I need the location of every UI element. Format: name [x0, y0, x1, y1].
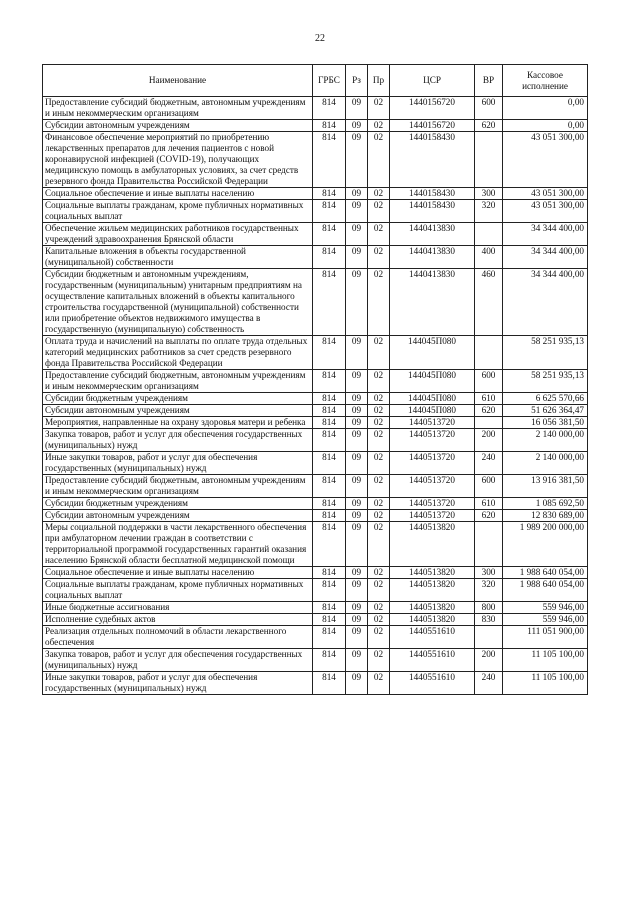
row-pr-cell: 02: [368, 672, 390, 695]
table-body: [43, 97, 588, 695]
header-name: Наименование: [43, 65, 313, 97]
row-amount-cell: 0,00: [503, 120, 588, 132]
row-grbs-cell: 814: [313, 510, 346, 522]
row-pr-cell: 02: [368, 522, 390, 567]
table-row: [43, 614, 588, 626]
row-csr-cell: 1440551610: [390, 672, 475, 695]
row-name-cell: Иные бюджетные ассигнования: [43, 602, 313, 614]
row-csr-cell: 1440413830: [390, 223, 475, 246]
row-pr-cell: 02: [368, 188, 390, 200]
row-amount-cell: 43 051 300,00: [503, 188, 588, 200]
row-amount-cell: 58 251 935,13: [503, 336, 588, 370]
header-amount: Кассовое исполнение: [503, 65, 588, 97]
row-grbs-cell: 814: [313, 429, 346, 452]
table-row: [43, 522, 588, 567]
row-grbs-cell: 814: [313, 602, 346, 614]
row-rz-cell: 09: [346, 417, 368, 429]
row-grbs-cell: 814: [313, 672, 346, 695]
row-vr-cell: [475, 223, 503, 246]
row-pr-cell: 02: [368, 510, 390, 522]
row-grbs-cell: 814: [313, 614, 346, 626]
row-amount-cell: 2 140 000,00: [503, 429, 588, 452]
row-grbs-cell: 814: [313, 522, 346, 567]
row-name-cell: Субсидии автономным учреждениям: [43, 120, 313, 132]
row-rz-cell: 09: [346, 246, 368, 269]
row-rz-cell: 09: [346, 405, 368, 417]
row-vr-cell: 320: [475, 200, 503, 223]
row-rz-cell: 09: [346, 672, 368, 695]
table-row: [43, 417, 588, 429]
row-csr-cell: 1440513820: [390, 579, 475, 602]
row-csr-cell: 1440551610: [390, 626, 475, 649]
header-pr: Пр: [368, 65, 390, 97]
row-amount-cell: 0,00: [503, 97, 588, 120]
row-name-cell: Субсидии бюджетным учреждениям: [43, 393, 313, 405]
row-name-cell: Закупка товаров, работ и услуг для обеспечения государственных (муниципальных) нужд: [43, 429, 313, 452]
row-pr-cell: 02: [368, 336, 390, 370]
row-pr-cell: 02: [368, 223, 390, 246]
row-name-cell: Закупка товаров, работ и услуг для обеспечения государственных (муниципальных) нужд: [43, 649, 313, 672]
table-row: [43, 602, 588, 614]
row-pr-cell: 02: [368, 246, 390, 269]
row-rz-cell: 09: [346, 626, 368, 649]
row-pr-cell: 02: [368, 452, 390, 475]
row-amount-cell: 1 988 640 054,00: [503, 579, 588, 602]
header-grbs: ГРБС: [313, 65, 346, 97]
row-amount-cell: 1 085 692,50: [503, 498, 588, 510]
row-rz-cell: 09: [346, 200, 368, 223]
table-row: [43, 475, 588, 498]
row-grbs-cell: 814: [313, 223, 346, 246]
table-row: [43, 567, 588, 579]
row-vr-cell: [475, 626, 503, 649]
row-pr-cell: 02: [368, 97, 390, 120]
row-amount-cell: 559 946,00: [503, 602, 588, 614]
row-csr-cell: 1440158430: [390, 132, 475, 188]
row-pr-cell: 02: [368, 567, 390, 579]
table-row: [43, 498, 588, 510]
row-vr-cell: 300: [475, 567, 503, 579]
row-vr-cell: [475, 132, 503, 188]
row-rz-cell: 09: [346, 269, 368, 336]
row-amount-cell: 111 051 900,00: [503, 626, 588, 649]
row-csr-cell: 1440513820: [390, 602, 475, 614]
row-amount-cell: 12 830 689,00: [503, 510, 588, 522]
budget-table-container: [42, 64, 587, 695]
row-pr-cell: 02: [368, 626, 390, 649]
row-grbs-cell: 814: [313, 246, 346, 269]
row-name-cell: Финансовое обеспечение мероприятий по приобретению лекарственных препаратов для лечения пациентов с новой коронавирусной инфекцией (COVID-19), получающих медицинскую помощь в амбулаторных условиях, за счет средств резервного фонда Правительства Российской Федерации: [43, 132, 313, 188]
row-vr-cell: 200: [475, 429, 503, 452]
row-rz-cell: 09: [346, 452, 368, 475]
row-name-cell: Социальное обеспечение и иные выплаты населению: [43, 567, 313, 579]
row-name-cell: Субсидии автономным учреждениям: [43, 405, 313, 417]
row-grbs-cell: 814: [313, 498, 346, 510]
row-name-cell: Иные закупки товаров, работ и услуг для обеспечения государственных (муниципальных) нужд: [43, 672, 313, 695]
row-rz-cell: 09: [346, 393, 368, 405]
row-rz-cell: 09: [346, 97, 368, 120]
table-row: [43, 246, 588, 269]
row-csr-cell: 1440513720: [390, 452, 475, 475]
table-row: [43, 510, 588, 522]
table-row: [43, 405, 588, 417]
row-name-cell: Социальные выплаты гражданам, кроме публичных нормативных социальных выплат: [43, 579, 313, 602]
row-csr-cell: 144045П080: [390, 393, 475, 405]
row-pr-cell: 02: [368, 132, 390, 188]
row-csr-cell: 144045П080: [390, 405, 475, 417]
table-row: [43, 672, 588, 695]
table-row: [43, 393, 588, 405]
row-vr-cell: 240: [475, 672, 503, 695]
row-amount-cell: 1 988 640 054,00: [503, 567, 588, 579]
row-vr-cell: 200: [475, 649, 503, 672]
row-csr-cell: 1440513820: [390, 567, 475, 579]
row-name-cell: Мероприятия, направленные на охрану здоровья матери и ребенка: [43, 417, 313, 429]
row-csr-cell: 1440156720: [390, 120, 475, 132]
row-amount-cell: 559 946,00: [503, 614, 588, 626]
row-vr-cell: 600: [475, 370, 503, 393]
table-row: [43, 132, 588, 188]
row-csr-cell: 1440513720: [390, 429, 475, 452]
row-csr-cell: 1440513820: [390, 522, 475, 567]
row-rz-cell: 09: [346, 132, 368, 188]
row-csr-cell: 144045П080: [390, 370, 475, 393]
row-name-cell: Субсидии автономным учреждениям: [43, 510, 313, 522]
row-grbs-cell: 814: [313, 336, 346, 370]
row-amount-cell: 11 105 100,00: [503, 649, 588, 672]
row-vr-cell: [475, 336, 503, 370]
row-grbs-cell: 814: [313, 97, 346, 120]
row-vr-cell: 400: [475, 246, 503, 269]
row-rz-cell: 09: [346, 579, 368, 602]
row-grbs-cell: 814: [313, 626, 346, 649]
row-amount-cell: 34 344 400,00: [503, 246, 588, 269]
table-row: [43, 188, 588, 200]
row-pr-cell: 02: [368, 405, 390, 417]
row-grbs-cell: 814: [313, 579, 346, 602]
row-grbs-cell: 814: [313, 393, 346, 405]
row-amount-cell: 34 344 400,00: [503, 223, 588, 246]
row-pr-cell: 02: [368, 417, 390, 429]
row-vr-cell: 610: [475, 498, 503, 510]
row-vr-cell: [475, 417, 503, 429]
row-vr-cell: 320: [475, 579, 503, 602]
row-grbs-cell: 814: [313, 269, 346, 336]
row-vr-cell: 830: [475, 614, 503, 626]
row-name-cell: Субсидии бюджетным и автономным учреждениям, государственным (муниципальным) унитарным предприятиям на осуществление капитальных вложений в объекты капитального строительства государственной (муниципальной) собственности или приобретение объектов недвижимого имущества в государственную (муниципальную) собственность: [43, 269, 313, 336]
row-name-cell: Социальное обеспечение и иные выплаты населению: [43, 188, 313, 200]
table-row: [43, 97, 588, 120]
row-amount-cell: 58 251 935,13: [503, 370, 588, 393]
row-amount-cell: 43 051 300,00: [503, 200, 588, 223]
row-grbs-cell: 814: [313, 475, 346, 498]
row-csr-cell: 1440551610: [390, 649, 475, 672]
table-row: [43, 200, 588, 223]
row-name-cell: Реализация отдельных полномочий в области лекарственного обеспечения: [43, 626, 313, 649]
row-amount-cell: 2 140 000,00: [503, 452, 588, 475]
row-rz-cell: 09: [346, 510, 368, 522]
row-pr-cell: 02: [368, 393, 390, 405]
row-pr-cell: 02: [368, 370, 390, 393]
row-grbs-cell: 814: [313, 120, 346, 132]
row-pr-cell: 02: [368, 200, 390, 223]
row-grbs-cell: 814: [313, 452, 346, 475]
table-row: [43, 452, 588, 475]
header-vr: ВР: [475, 65, 503, 97]
table-row: [43, 370, 588, 393]
row-rz-cell: 09: [346, 223, 368, 246]
row-csr-cell: 1440158430: [390, 200, 475, 223]
row-pr-cell: 02: [368, 649, 390, 672]
row-vr-cell: 800: [475, 602, 503, 614]
budget-execution-table: [42, 64, 588, 695]
table-row: [43, 336, 588, 370]
row-grbs-cell: 814: [313, 370, 346, 393]
row-vr-cell: 600: [475, 97, 503, 120]
row-name-cell: Капитальные вложения в объекты государственной (муниципальной) собственности: [43, 246, 313, 269]
row-pr-cell: 02: [368, 614, 390, 626]
row-name-cell: Меры социальной поддержки в части лекарственного обеспечения при амбулаторном лечении граждан в соответствии с территориальной программой государственных гарантий оказания населению Брянской области бесплатной медицинской помощи: [43, 522, 313, 567]
table-header-row: [43, 65, 588, 97]
row-rz-cell: 09: [346, 429, 368, 452]
table-row: [43, 579, 588, 602]
row-rz-cell: 09: [346, 498, 368, 510]
row-name-cell: Исполнение судебных актов: [43, 614, 313, 626]
row-pr-cell: 02: [368, 579, 390, 602]
row-amount-cell: 34 344 400,00: [503, 269, 588, 336]
row-amount-cell: 6 625 570,66: [503, 393, 588, 405]
row-grbs-cell: 814: [313, 132, 346, 188]
table-row: [43, 120, 588, 132]
row-vr-cell: 300: [475, 188, 503, 200]
row-vr-cell: 600: [475, 475, 503, 498]
table-row: [43, 269, 588, 336]
row-csr-cell: 1440513820: [390, 614, 475, 626]
row-pr-cell: 02: [368, 120, 390, 132]
row-pr-cell: 02: [368, 475, 390, 498]
row-name-cell: Субсидии бюджетным учреждениям: [43, 498, 313, 510]
row-rz-cell: 09: [346, 602, 368, 614]
row-pr-cell: 02: [368, 602, 390, 614]
row-name-cell: Оплата труда и начислений на выплаты по оплате труда отдельных категорий медицинских работников за счет средств резервного фонда Правительства Российской Федерации: [43, 336, 313, 370]
row-grbs-cell: 814: [313, 405, 346, 417]
row-csr-cell: 1440513720: [390, 510, 475, 522]
row-csr-cell: 1440158430: [390, 188, 475, 200]
row-amount-cell: 43 051 300,00: [503, 132, 588, 188]
row-csr-cell: 1440413830: [390, 246, 475, 269]
row-name-cell: Предоставление субсидий бюджетным, автономным учреждениям и иным некоммерческим организациям: [43, 97, 313, 120]
table-row: [43, 223, 588, 246]
row-amount-cell: 1 989 200 000,00: [503, 522, 588, 567]
row-grbs-cell: 814: [313, 417, 346, 429]
row-pr-cell: 02: [368, 429, 390, 452]
row-name-cell: Иные закупки товаров, работ и услуг для обеспечения государственных (муниципальных) нужд: [43, 452, 313, 475]
row-rz-cell: 09: [346, 522, 368, 567]
row-name-cell: Социальные выплаты гражданам, кроме публичных нормативных социальных выплат: [43, 200, 313, 223]
row-rz-cell: 09: [346, 188, 368, 200]
row-amount-cell: 11 105 100,00: [503, 672, 588, 695]
row-csr-cell: 1440413830: [390, 269, 475, 336]
row-vr-cell: 620: [475, 510, 503, 522]
row-rz-cell: 09: [346, 475, 368, 498]
row-name-cell: Предоставление субсидий бюджетным, автономным учреждениям и иным некоммерческим организациям: [43, 370, 313, 393]
table-row: [43, 626, 588, 649]
row-csr-cell: 1440513720: [390, 498, 475, 510]
row-csr-cell: 1440156720: [390, 97, 475, 120]
row-csr-cell: 1440513720: [390, 417, 475, 429]
row-csr-cell: 144045П080: [390, 336, 475, 370]
row-grbs-cell: 814: [313, 200, 346, 223]
row-grbs-cell: 814: [313, 649, 346, 672]
row-rz-cell: 09: [346, 336, 368, 370]
row-rz-cell: 09: [346, 567, 368, 579]
header-csr: ЦСР: [390, 65, 475, 97]
page-number: 22: [315, 33, 325, 44]
row-vr-cell: 240: [475, 452, 503, 475]
row-grbs-cell: 814: [313, 567, 346, 579]
row-grbs-cell: 814: [313, 188, 346, 200]
row-vr-cell: 460: [475, 269, 503, 336]
row-rz-cell: 09: [346, 120, 368, 132]
row-amount-cell: 16 056 381,50: [503, 417, 588, 429]
table-row: [43, 649, 588, 672]
row-csr-cell: 1440513720: [390, 475, 475, 498]
row-pr-cell: 02: [368, 269, 390, 336]
row-amount-cell: 13 916 381,50: [503, 475, 588, 498]
row-amount-cell: 51 626 364,47: [503, 405, 588, 417]
header-rz: Рз: [346, 65, 368, 97]
row-rz-cell: 09: [346, 370, 368, 393]
row-name-cell: Обеспечение жильем медицинских работников государственных учреждений здравоохранения Брянской области: [43, 223, 313, 246]
row-vr-cell: [475, 522, 503, 567]
row-vr-cell: 610: [475, 393, 503, 405]
row-vr-cell: 620: [475, 120, 503, 132]
row-pr-cell: 02: [368, 498, 390, 510]
row-rz-cell: 09: [346, 614, 368, 626]
row-rz-cell: 09: [346, 649, 368, 672]
table-row: [43, 429, 588, 452]
row-vr-cell: 620: [475, 405, 503, 417]
row-name-cell: Предоставление субсидий бюджетным, автономным учреждениям и иным некоммерческим организациям: [43, 475, 313, 498]
